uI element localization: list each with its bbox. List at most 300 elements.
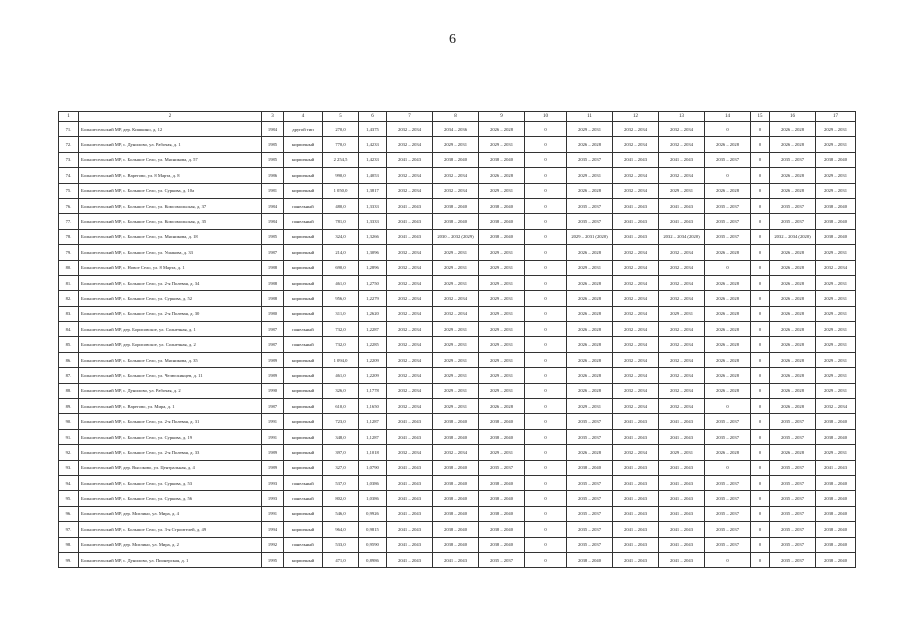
row-number-cell: 72. [59,137,79,152]
table-cell: 2035 – 2037 [770,537,816,552]
table-cell: 2038 – 2040 [479,198,525,213]
table-cell: 1,4053 [359,168,387,183]
table-cell: 2026 – 2028 [770,352,816,367]
address-cell: Большесельский МР, с. Большое Село, ул. 3-я Строителей, д. 49 [79,522,262,537]
table-cell: 2035 – 2037 [705,152,751,167]
table-cell: 0 [751,522,770,537]
table-cell: 2032 – 2034 [613,368,659,383]
table-cell: 2029 – 2031 [479,368,525,383]
table-cell: кирпичный [284,522,323,537]
table-cell: 2035 – 2037 [567,537,613,552]
table-cell: 2038 – 2040 [816,537,856,552]
table-cell: 2041 – 2043 [387,214,433,229]
address-cell: Большесельский МР, дер. Высоково, ул. Центральная, д. 4 [79,460,262,475]
row-number-cell: 96. [59,506,79,521]
table-cell: 2041 – 2043 [387,414,433,429]
row-number-cell: 78. [59,229,79,244]
address-cell: Большесельский МР, с. Большое Село, ул. Суркова, д. 19 [79,429,262,444]
table-cell: 956,0 [323,291,359,306]
table-cell: 0 [751,368,770,383]
table-cell: 2032 – 2034 [387,322,433,337]
table-cell: 0 [525,229,567,244]
table-cell: 2026 – 2028 [567,306,613,321]
table-cell: 2032 – 2034 [613,383,659,398]
table-cell: 2032 – 2034 [387,291,433,306]
table-cell: 0 [705,399,751,414]
table-cell: 2032 – 2034 [659,399,705,414]
table-cell: 1987 [262,322,284,337]
table-cell: 2026 – 2028 [567,352,613,367]
table-cell: 2029 – 2031 [816,168,856,183]
table-cell: 2029 – 2031 (2020) [567,229,613,244]
row-number-cell: 99. [59,552,79,567]
table-cell: кирпичный [284,229,323,244]
table-cell: 0 [525,183,567,198]
table-cell: 0 [751,183,770,198]
table-cell: 2026 – 2028 [479,168,525,183]
table-cell: 2032 – 2034 [433,291,479,306]
table-cell: 0,8986 [359,552,387,567]
table-cell: 2026 – 2028 [770,445,816,460]
table-cell: 2035 – 2037 [705,491,751,506]
table-cell: 326,0 [323,383,359,398]
address-cell: Большесельский МР, дер. Кишкино, д. 12 [79,122,262,137]
address-cell: Большесельский МР, с. Большое Село, ул. Суркова, д. 52 [79,291,262,306]
table-cell: кирпичный [284,399,323,414]
table-cell: 2029 – 2031 [659,306,705,321]
table-cell: 0 [751,537,770,552]
table-cell: 1991 [262,429,284,444]
table-cell: 0 [525,275,567,290]
table-cell: 2029 – 2031 [816,352,856,367]
table-cell: 0 [525,475,567,490]
table-cell: панельный [284,537,323,552]
table-cell: 471,0 [323,552,359,567]
table-cell: 2035 – 2037 [705,522,751,537]
table-cell: 0 [525,122,567,137]
table-cell: 2038 – 2040 [433,475,479,490]
table-cell: 0 [525,399,567,414]
address-cell: Большесельский МР, с. Большое Село, ул. Суркова, д. 56 [79,491,262,506]
table-cell: 2041 – 2043 [659,429,705,444]
table-cell: 2026 – 2028 [770,137,816,152]
table-cell: 1993 [262,475,284,490]
table-cell: 1994 [262,522,284,537]
table-cell: 2026 – 2028 [770,183,816,198]
table-cell: 2032 – 2034 [659,291,705,306]
table-cell: панельный [284,337,323,352]
column-number-17: 17 [816,112,856,122]
table-cell: 2041 – 2043 [659,152,705,167]
table-cell: кирпичный [284,368,323,383]
table-cell: 2026 – 2028 [567,322,613,337]
table-cell: 2026 – 2028 [567,445,613,460]
table-cell: 0 [751,352,770,367]
table-cell: 1,2896 [359,260,387,275]
table-row [59,460,856,475]
address-cell: Большесельский МР, с. Большое Село, ул. Мясникова, д. 18 [79,229,262,244]
table-row [59,306,856,321]
table-cell: 2041 – 2043 [613,414,659,429]
table-row [59,414,856,429]
table-cell: 1,3333 [359,214,387,229]
table-cell: 270,0 [323,122,359,137]
table-cell: 2038 – 2040 [479,522,525,537]
table-cell: 1988 [262,260,284,275]
table-cell: 2041 – 2043 [387,152,433,167]
table-cell: 2032 – 2034 [387,368,433,383]
table-cell: 2029 – 2031 [479,445,525,460]
table-cell: 1,2750 [359,275,387,290]
table-cell: 0 [525,537,567,552]
table-cell: 2035 – 2037 [567,475,613,490]
column-number-6: 6 [359,112,387,122]
table-cell: 1992 [262,537,284,552]
row-number-cell: 79. [59,245,79,260]
table-cell: 1,0386 [359,491,387,506]
table-cell: 2041 – 2043 [659,414,705,429]
table-cell: 2041 – 2043 [387,475,433,490]
table-cell: кирпичный [284,183,323,198]
column-number-5: 5 [323,112,359,122]
table-cell: 1989 [262,445,284,460]
table-cell: 2035 – 2037 [567,152,613,167]
table-cell: 2032 – 2034 [613,445,659,460]
row-number-cell: 80. [59,260,79,275]
table-cell: 2038 – 2040 [433,460,479,475]
table-cell: 2041 – 2043 [613,460,659,475]
table-cell: 2026 – 2028 [770,322,816,337]
table-cell: 1993 [262,491,284,506]
table-row [59,245,856,260]
table-cell: 2026 – 2028 [705,445,751,460]
table-cell: 732,0 [323,337,359,352]
table-cell: 2041 – 2043 [613,429,659,444]
table-cell: 2032 – 2034 [387,445,433,460]
table-cell: 2029 – 2031 [816,245,856,260]
table-cell: 2032 – 2034 [659,368,705,383]
table-cell: 0 [525,414,567,429]
table-row [59,260,856,275]
table-cell: 2032 – 2034 [433,183,479,198]
table-cell: 2029 – 2031 [479,291,525,306]
table-cell: 2032 – 2034 [613,137,659,152]
table-cell: 1,2209 [359,368,387,383]
row-number-cell: 93. [59,460,79,475]
table-cell: 2032 – 2034 [816,399,856,414]
table-cell: 2035 – 2037 [705,506,751,521]
table-cell: 1984 [262,198,284,213]
table-cell: 2035 – 2037 [567,506,613,521]
table-cell: 2035 – 2037 [567,214,613,229]
housing-register-table [58,111,856,568]
table-cell: 0 [525,291,567,306]
table-cell: 2038 – 2040 [479,537,525,552]
column-number-10: 10 [525,112,567,122]
table-cell: 2041 – 2043 [613,152,659,167]
table-cell: 2032 – 2034 [613,306,659,321]
table-row [59,399,856,414]
address-cell: Большесельский МР, с. Дунилово, ул. Рабочая, д. 2 [79,383,262,398]
table-cell: 2041 – 2043 [659,537,705,552]
table-cell: кирпичный [284,137,323,152]
table-row [59,368,856,383]
table-cell: 2041 – 2043 [387,552,433,567]
table-cell: 1,1650 [359,399,387,414]
table-row [59,122,856,137]
row-number-cell: 90. [59,414,79,429]
row-number-cell: 89. [59,399,79,414]
table-cell: 2029 – 2031 [816,275,856,290]
table-cell: 2029 – 2031 [433,245,479,260]
table-cell: 2026 – 2028 [770,306,816,321]
table-cell: 2041 – 2043 [387,522,433,537]
table-cell: 2029 – 2031 [479,137,525,152]
table-cell: 0 [705,122,751,137]
column-number-2: 2 [79,112,262,122]
table-cell: 1991 [262,506,284,521]
table-cell: 2032 – 2034 [659,260,705,275]
table-cell: 723,0 [323,414,359,429]
table-cell: 2026 – 2028 [705,337,751,352]
table-cell: 0 [525,506,567,521]
table-cell: 2041 – 2043 [613,537,659,552]
table-cell: 2029 – 2031 [433,137,479,152]
column-number-12: 12 [613,112,659,122]
table-cell: 2026 – 2028 [479,399,525,414]
table-cell: 2041 – 2043 [613,214,659,229]
table-cell: 2038 – 2040 [816,506,856,521]
table-cell: 2032 – 2034 [613,291,659,306]
table-cell: 2032 – 2034 (2020) [770,229,816,244]
table-cell: кирпичный [284,445,323,460]
row-number-cell: 75. [59,183,79,198]
table-cell: 0 [525,306,567,321]
table-cell: 2029 – 2031 [816,368,856,383]
header-row [59,112,856,122]
table-cell: 2041 – 2043 [387,229,433,244]
table-cell: 2041 – 2043 [613,229,659,244]
table-cell: 2041 – 2043 [816,460,856,475]
table-cell: 2041 – 2043 [659,475,705,490]
table-cell: 2038 – 2040 [816,214,856,229]
table-row [59,337,856,352]
address-cell: Большесельский МР, с. Дунилово, ул. Рабочая, д. 1 [79,137,262,152]
table-cell: 2026 – 2028 [770,337,816,352]
table-cell: 1,3266 [359,229,387,244]
table-row [59,198,856,213]
table-cell: 0 [525,429,567,444]
table-cell: 2035 – 2037 [770,506,816,521]
table-cell: 0 [751,383,770,398]
table-cell: 2029 – 2031 [479,337,525,352]
table-cell: 2038 – 2040 [816,522,856,537]
table-cell: 2038 – 2040 [567,460,613,475]
address-cell: Большесельский МР, с. Варегово, ул. 8 Марта, д. 8 [79,168,262,183]
table-cell: 2038 – 2040 [433,152,479,167]
table-cell: 0 [751,198,770,213]
table-cell: 1,0386 [359,475,387,490]
table-row [59,552,856,567]
table-cell: 0,9926 [359,506,387,521]
table-cell: 2029 – 2031 [433,337,479,352]
table-cell: 2029 – 2031 [479,260,525,275]
table-cell: 2035 – 2037 [770,491,816,506]
table-cell: 2041 – 2043 [659,506,705,521]
table-cell: 2029 – 2031 [479,275,525,290]
column-number-15: 15 [751,112,770,122]
column-number-16: 16 [770,112,816,122]
table-cell: 1,2285 [359,337,387,352]
table-cell: 2032 – 2034 [387,352,433,367]
table-row [59,229,856,244]
table-cell: 1 050,0 [323,183,359,198]
table-cell: 2032 – 2034 [387,275,433,290]
table-cell: 2029 – 2031 [567,168,613,183]
table-cell: 2026 – 2028 [705,245,751,260]
table-cell: 2032 – 2034 [387,183,433,198]
address-cell: Большесельский МР, дер. Борисовское, ул. Солнечная, д. 2 [79,337,262,352]
table-cell: 1981 [262,183,284,198]
table-cell: 324,0 [323,229,359,244]
row-number-cell: 97. [59,522,79,537]
table-cell: кирпичный [284,168,323,183]
table-cell: 2032 – 2034 [613,122,659,137]
table-cell: 2041 – 2043 [387,506,433,521]
table-cell: 2026 – 2028 [770,399,816,414]
table-cell: 0 [751,229,770,244]
table-cell: 2029 – 2031 [433,383,479,398]
column-number-9: 9 [479,112,525,122]
table-cell: 2029 – 2031 [816,337,856,352]
column-number-7: 7 [387,112,433,122]
table-cell: 1987 [262,399,284,414]
table-cell: 2038 – 2040 [816,229,856,244]
table-cell: 2038 – 2040 [816,429,856,444]
table-cell: 2038 – 2040 [479,491,525,506]
table-cell: 2038 – 2040 [567,552,613,567]
table-row [59,137,856,152]
table-cell: 0 [751,291,770,306]
table-cell: 0 [751,306,770,321]
table-cell: 2041 – 2043 [387,198,433,213]
table-cell: 2032 – 2034 [387,245,433,260]
table-cell: 2032 – 2034 [659,122,705,137]
table-cell: 2032 – 2034 [433,168,479,183]
table-cell: 2026 – 2028 [770,275,816,290]
table-cell: 1985 [262,152,284,167]
table-cell: 2029 – 2031 [567,260,613,275]
table-cell: 2035 – 2037 [705,229,751,244]
table-cell: 0 [525,198,567,213]
address-cell: Большесельский МР, с. Большое Село, ул. 2-я Полевая, д. 31 [79,414,262,429]
table-cell: 1984 [262,214,284,229]
address-cell: Большесельский МР, с. Новое Село, ул. 8 Марта, д. 1 [79,260,262,275]
table-cell: 461,0 [323,368,359,383]
table-cell: 327,0 [323,460,359,475]
table-cell: 2038 – 2040 [479,152,525,167]
table-cell: 2026 – 2028 [705,368,751,383]
column-number-4: 4 [284,112,323,122]
table-cell: 2041 – 2043 [433,552,479,567]
table-cell: 2026 – 2028 [770,383,816,398]
table-cell: 2035 – 2037 [705,414,751,429]
table-cell: 2032 – 2034 [613,183,659,198]
table-cell: 2038 – 2040 [479,429,525,444]
table-cell: 2035 – 2037 [705,214,751,229]
table-cell: 480,0 [323,198,359,213]
table-cell: 1989 [262,368,284,383]
table-cell: кирпичный [284,245,323,260]
table-cell: 2029 – 2031 [479,183,525,198]
table-cell: 1,0790 [359,460,387,475]
table-cell: 2029 – 2031 [433,260,479,275]
column-number-8: 8 [433,112,479,122]
table-row [59,537,856,552]
address-cell: Большесельский МР, с. Большое Село, ул. Челюскинцев, д. 11 [79,368,262,383]
table-cell: 2029 – 2031 [479,383,525,398]
table-cell: 964,0 [323,522,359,537]
table-cell: 2035 – 2037 [770,214,816,229]
row-number-cell: 74. [59,168,79,183]
table-cell: 2026 – 2028 [567,368,613,383]
table-cell: 1987 [262,245,284,260]
table-cell: 2041 – 2043 [659,460,705,475]
address-cell: Большесельский МР, с. Большое Село, ул. 2-я Полевая, д. 34 [79,275,262,290]
table-cell: 2035 – 2037 [567,429,613,444]
table-cell: 2035 – 2037 [479,460,525,475]
table-cell: 2032 – 2034 [659,275,705,290]
table-cell: 0 [525,522,567,537]
table-cell: 2026 – 2028 [705,352,751,367]
table-cell: 1,2279 [359,291,387,306]
table-cell: 0 [525,260,567,275]
table-cell: 2035 – 2037 [770,414,816,429]
table-cell: панельный [284,475,323,490]
table-cell: 2029 – 2031 [816,137,856,152]
table-cell: 0 [525,245,567,260]
row-number-cell: 85. [59,337,79,352]
table-cell: 610,0 [323,399,359,414]
table-cell: 2032 – 2034 [387,383,433,398]
table-row [59,475,856,490]
table-cell: 1987 [262,337,284,352]
table-row [59,322,856,337]
table-cell: 2035 – 2037 [770,475,816,490]
table-cell: кирпичный [284,306,323,321]
table-cell: 2026 – 2028 [567,245,613,260]
table-cell: 770,0 [323,137,359,152]
table-cell: 2032 – 2034 [613,168,659,183]
table-cell: 2026 – 2028 [567,275,613,290]
table-cell: 0 [525,352,567,367]
row-number-cell: 92. [59,445,79,460]
table-cell: 546,0 [323,506,359,521]
table-cell: 2026 – 2028 [567,291,613,306]
table-cell: панельный [284,198,323,213]
table-cell: 1,1778 [359,383,387,398]
table-cell: 1,2287 [359,322,387,337]
table-cell: 1,4233 [359,137,387,152]
table-cell: 0 [751,260,770,275]
address-cell: Большесельский МР, с. Дунилово, ул. Пионерская, д. 1 [79,552,262,567]
table-cell: 2029 – 2031 [816,445,856,460]
address-cell: Большесельский МР, с. Большое Село, ул. Комсомольская, д. 37 [79,198,262,213]
table-cell: 1986 [262,168,284,183]
table-cell: кирпичный [284,275,323,290]
row-number-cell: 95. [59,491,79,506]
table-cell: 461,0 [323,275,359,290]
